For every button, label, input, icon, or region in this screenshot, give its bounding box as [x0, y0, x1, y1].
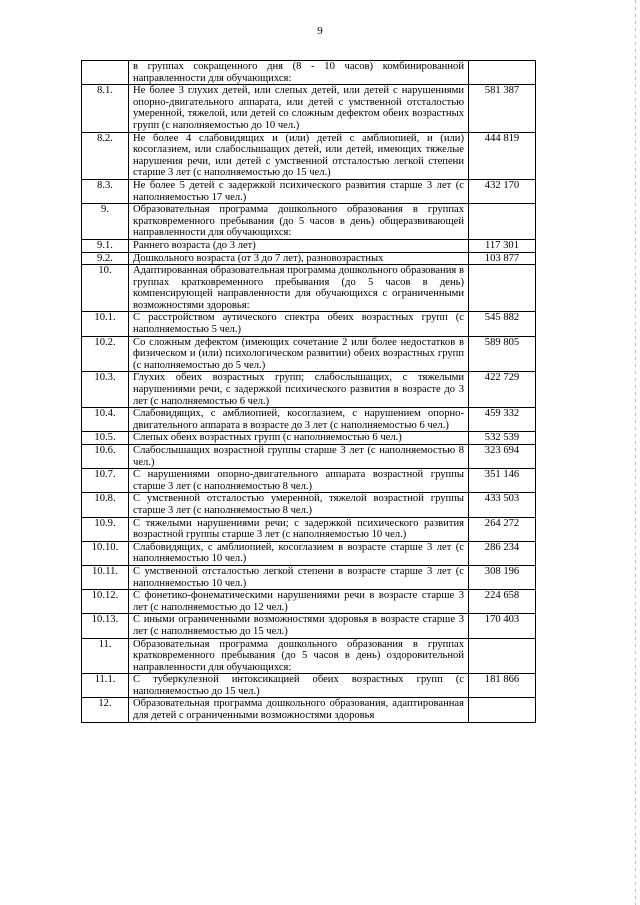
- row-value: 286 234: [469, 541, 536, 565]
- tariff-table: [81, 60, 536, 723]
- row-number: 12.: [82, 698, 129, 722]
- table-row: [82, 336, 536, 372]
- table-row: [82, 541, 536, 565]
- scan-edge-divider: [635, 0, 636, 905]
- row-value: [469, 204, 536, 240]
- row-number: 10.10.: [82, 541, 129, 565]
- row-description: Не более 3 глухих детей, или слепых детей, или детей с нарушениями опорно-двигательного аппарата, или детей с умственной отсталостью умеренной, тяжелой, или детей со сложным дефектом обеих возрастных групп (с наполняемостью до 10 чел.): [129, 85, 469, 132]
- row-number: 10.3.: [82, 372, 129, 408]
- table-row: [82, 312, 536, 336]
- page-number: 9: [317, 25, 323, 37]
- table-row: [82, 432, 536, 445]
- row-value: [469, 265, 536, 312]
- table-row: [82, 132, 536, 179]
- table-row: [82, 517, 536, 541]
- row-value: 432 170: [469, 179, 536, 203]
- row-value: 545 882: [469, 312, 536, 336]
- row-number: 10.5.: [82, 432, 129, 445]
- row-description: С иными ограниченными возможностями здоровья в возрасте старше 3 лет (с наполняемостью до 15 чел.): [129, 614, 469, 638]
- row-number: 9.2.: [82, 252, 129, 265]
- row-value: 103 877: [469, 252, 536, 265]
- row-description: Раннего возраста (до 3 лет): [129, 239, 469, 252]
- row-description: Образовательная программа дошкольного образования в группах кратковременного пребывания (до 5 часов в день) общеразвивающей направленности для обучающихся:: [129, 204, 469, 240]
- table-row: [82, 239, 536, 252]
- row-number: 10.2.: [82, 336, 129, 372]
- row-description: С нарушениями опорно-двигательного аппарата возрастной группы старше 3 лет (с наполняемостью 8 чел.): [129, 469, 469, 493]
- row-value: 581 387: [469, 85, 536, 132]
- row-description: Образовательная программа дошкольного образования, адаптированная для детей с ограниченными возможностями здоровья: [129, 698, 469, 722]
- row-description: С тяжелыми нарушениями речи; с задержкой психического развития возрастной группы старше 3 лет (с наполняемостью 10 чел.): [129, 517, 469, 541]
- row-value: 170 403: [469, 614, 536, 638]
- row-number: 11.1.: [82, 674, 129, 698]
- row-description: в группах сокращенного дня (8 - 10 часов) комбинированной направленности для обучающихся:: [129, 61, 469, 85]
- table-row: [82, 372, 536, 408]
- row-description: Слабовидящих, с амблиопией, косоглазием в возрасте старше 3 лет (с наполняемостью 10 чел.): [129, 541, 469, 565]
- row-value: 117 301: [469, 239, 536, 252]
- row-description: С фонетико-фонематическими нарушениями речи в возрасте старше 3 лет (с наполняемостью до 12 чел.): [129, 590, 469, 614]
- row-number: 8.2.: [82, 132, 129, 179]
- table-row: [82, 469, 536, 493]
- row-value: 323 694: [469, 445, 536, 469]
- table-row: [82, 252, 536, 265]
- row-number: 10.9.: [82, 517, 129, 541]
- row-number: 9.: [82, 204, 129, 240]
- row-value: [469, 638, 536, 674]
- row-number: 8.1.: [82, 85, 129, 132]
- table-row: [82, 85, 536, 132]
- table-row: [82, 445, 536, 469]
- row-number: 9.1.: [82, 239, 129, 252]
- table-row: [82, 61, 536, 85]
- row-description: Глухих обеих возрастных групп; слабослышащих, с тяжелыми нарушениями речи, с задержкой психического развития в возрасте до 3 лет (с наполняемостью 6 чел.): [129, 372, 469, 408]
- table-row: [82, 614, 536, 638]
- row-value: 422 729: [469, 372, 536, 408]
- row-value: 351 146: [469, 469, 536, 493]
- row-description: Слабовидящих, с амблиопией, косоглазием, с нарушением опорно-двигательного аппарата в возрасте до 3 лет (с наполняемостью 6 чел.): [129, 408, 469, 432]
- row-number: 10.7.: [82, 469, 129, 493]
- row-number: 11.: [82, 638, 129, 674]
- row-description: С умственной отсталостью легкой степени в возрасте старше 3 лет (с наполняемостью 10 чел.): [129, 565, 469, 589]
- row-value: 224 658: [469, 590, 536, 614]
- table-row: [82, 408, 536, 432]
- row-number: 10.4.: [82, 408, 129, 432]
- row-value: 308 196: [469, 565, 536, 589]
- row-description: Не более 5 детей с задержкой психического развития старше 3 лет (с наполняемостью 17 чел.): [129, 179, 469, 203]
- row-number: 8.3.: [82, 179, 129, 203]
- row-value: 264 272: [469, 517, 536, 541]
- row-value: 444 819: [469, 132, 536, 179]
- row-number: 10.12.: [82, 590, 129, 614]
- row-description: Дошкольного возраста (от 3 до 7 лет), разновозрастных: [129, 252, 469, 265]
- table-row: [82, 265, 536, 312]
- row-number: [82, 61, 129, 85]
- row-value: 589 805: [469, 336, 536, 372]
- table-row: [82, 590, 536, 614]
- row-value: 181 866: [469, 674, 536, 698]
- row-description: Образовательная программа дошкольного образования в группах кратковременного пребывания (до 5 часов в день) оздоровительной направленности для обучающихся:: [129, 638, 469, 674]
- row-number: 10.8.: [82, 493, 129, 517]
- row-number: 10.11.: [82, 565, 129, 589]
- table-row: [82, 204, 536, 240]
- row-description: Адаптированная образовательная программа дошкольного образования в группах кратковременного пребывания (до 5 часов в день) компенсирующей направленности для обучающихся с ограниченными возможностями здоровья:: [129, 265, 469, 312]
- row-description: С туберкулезной интоксикацией обеих возрастных групп (с наполняемостью до 15 чел.): [129, 674, 469, 698]
- table-row: [82, 638, 536, 674]
- row-description: С расстройством аутического спектра обеих возрастных групп (с наполняемостью 5 чел.): [129, 312, 469, 336]
- row-value: 532 539: [469, 432, 536, 445]
- table-body: [82, 61, 536, 723]
- row-description: С умственной отсталостью умеренной, тяжелой возрастной группы старше 3 лет (с наполняемостью 8 чел.): [129, 493, 469, 517]
- row-number: 10.1.: [82, 312, 129, 336]
- row-value: [469, 61, 536, 85]
- row-number: 10.: [82, 265, 129, 312]
- table-row: [82, 698, 536, 722]
- row-description: Не более 4 слабовидящих и (или) детей с амблиопией, и (или) косоглазием, или слабослышащих детей, или детей, имеющих тяжелые нарушения речи, или детей с умственной отсталостью легкой степени старше 3 лет (с наполняемостью до 15 чел.): [129, 132, 469, 179]
- table-row: [82, 565, 536, 589]
- table-row: [82, 179, 536, 203]
- row-description: Слабослышащих возрастной группы старше 3 лет (с наполняемостью 8 чел.): [129, 445, 469, 469]
- row-description: Слепых обеих возрастных групп (с наполняемостью 6 чел.): [129, 432, 469, 445]
- table-row: [82, 674, 536, 698]
- table-row: [82, 493, 536, 517]
- row-description: Со сложным дефектом (имеющих сочетание 2 или более недостатков в физическом и (или) психологическом развитии) обеих возрастных групп (с наполняемостью до 5 чел.): [129, 336, 469, 372]
- row-number: 10.13.: [82, 614, 129, 638]
- row-value: 433 503: [469, 493, 536, 517]
- row-number: 10.6.: [82, 445, 129, 469]
- row-value: 459 332: [469, 408, 536, 432]
- row-value: [469, 698, 536, 722]
